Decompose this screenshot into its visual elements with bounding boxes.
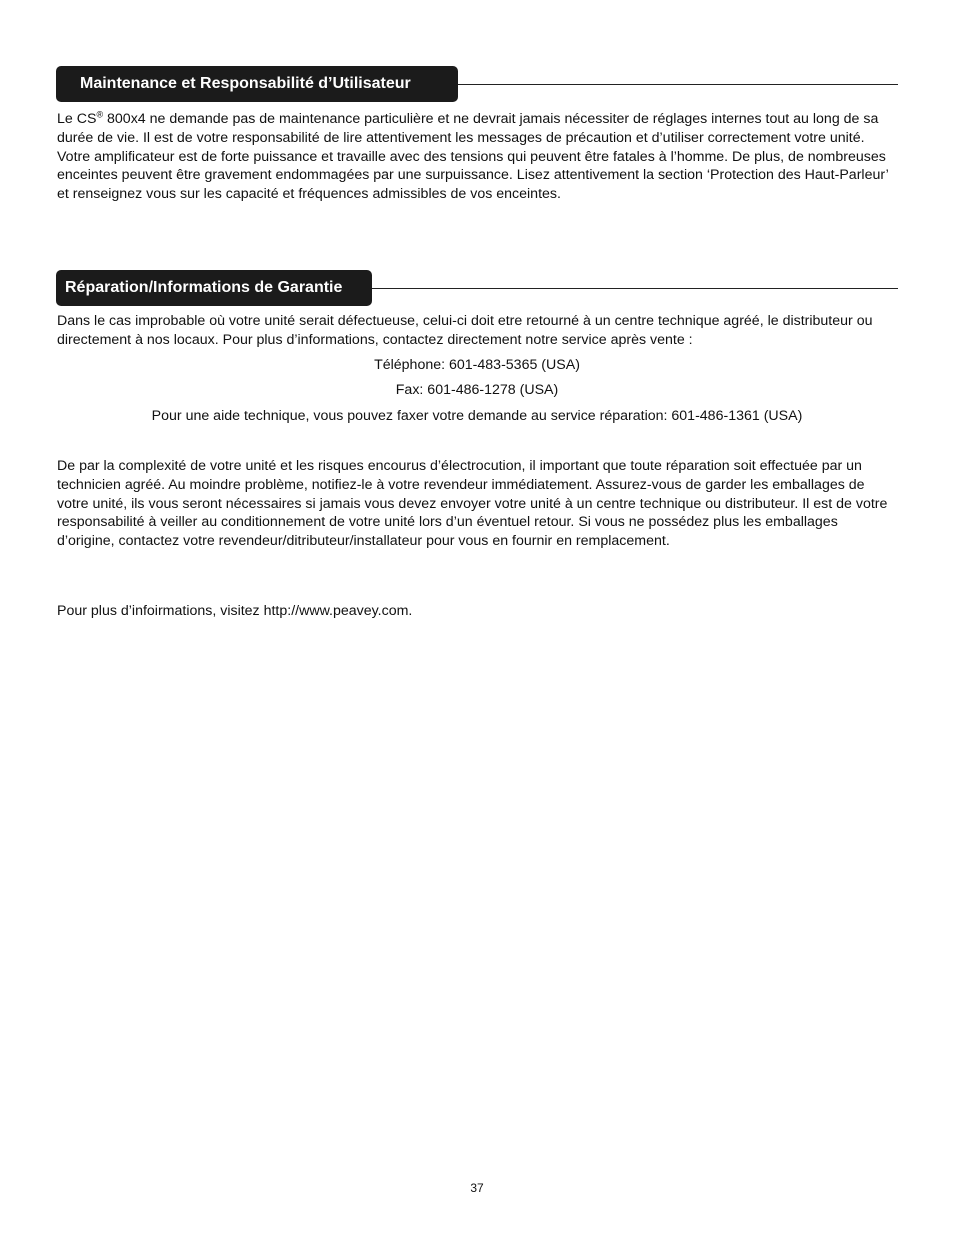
section-header-maintenance xyxy=(56,66,898,102)
packaging-paragraph: De par la complexité de votre unité et les risques encourus d’électrocution, il important que toute réparation soit effectuée par un technicien agréé. Au moindre problème, notifiez-le à votre revendeur immédiatement. Assurez-vous de garder les emballages de votre unité, ils vous seront nécessaires si jamais vous devez envoyer votre unité à un centre technique ou distributeur. Il est de votre responsabilité à veiller au conditionnement de votre unité lors d’un éventuel retour. Si vous ne possédez plus les emballages d’origine, contactez votre revendeur/ditributeur/installateur pour vous en fournir en remplacement. xyxy=(57,458,888,550)
phone-line: Téléphone: 601-483-5365 (USA) xyxy=(374,357,580,373)
page-number: 37 xyxy=(470,1181,484,1195)
more-info-paragraph: Pour plus d’infoirmations, visitez http://www.peavey.com. xyxy=(57,603,413,619)
tech-support-line: Pour une aide technique, vous pouvez faxer votre demande au service réparation: 601-486-1361 (USA) xyxy=(151,408,803,424)
maintenance-body-prefix: Le CS xyxy=(57,111,97,127)
maintenance-body-text: 800x4 ne demande pas de maintenance particulière et ne devrait jamais nécessiter de réglages internes tout au long de sa durée de vie. Il est de votre responsabilité de lire attentivement les messages de précaution et d’utiliser correctement votre unité. Votre amplificateur est de forte puissance et travaille avec des tensions qui peuvent être fatales à l’homme. De plus, de nombreuses enceintes peuvent être gravement endommagées par une surpuissance. Lisez attentivement la section ‘Protection des Haut-Parleur’ et renseignez vous sur les capacité et fréquences admissibles de vos enceintes. xyxy=(57,111,889,203)
section-title-maintenance: Maintenance et Responsabilité d’Utilisateur xyxy=(56,66,458,102)
section-title-repair: Réparation/Informations de Garantie xyxy=(56,270,372,306)
maintenance-paragraph xyxy=(57,110,897,204)
registered-mark: ® xyxy=(96,109,104,120)
fax-line: Fax: 601-486-1278 (USA) xyxy=(395,382,559,398)
section-header-repair xyxy=(56,270,898,306)
repair-intro-paragraph: Dans le cas improbable où votre unité serait défectueuse, celui-ci doit etre retourné à un centre technique agréé, le distributeur ou directement à nos locaux. Pour plus d’informations, contactez directement notre service après vente : xyxy=(57,313,873,348)
